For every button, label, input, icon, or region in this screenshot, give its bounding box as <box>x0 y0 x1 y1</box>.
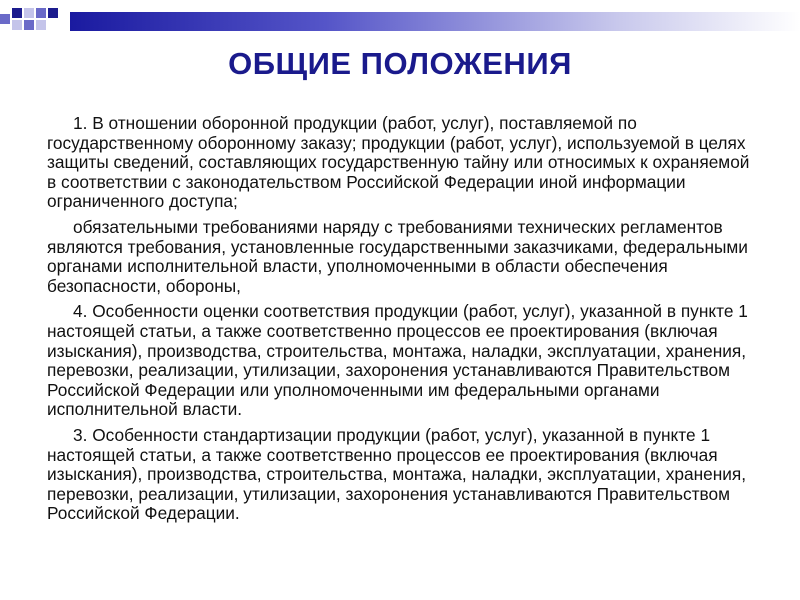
decorative-square <box>0 14 10 24</box>
slide-body <box>47 114 753 530</box>
paragraph: 3. Особенности стандартизации продукции (работ, услуг), указанной в пункте 1 настоящей статьи, а также соответственно процессов ее проектирования (включая изыскания), производства, строительства, монтажа, наладки, эксплуатации, хранения, перевозки, реализации, утилизации, захоронения устанавливаются Правительством Российской Федерации. <box>47 424 747 524</box>
slide-title: ОБЩИЕ ПОЛОЖЕНИЯ <box>228 46 572 81</box>
header-gradient-bar <box>70 12 800 31</box>
paragraph: обязательными требованиями наряду с требованиями технических регламентов являются требования, установленные государственными заказчиками, федеральными органами исполнительной власти, уполномоченными в области обеспечения безопасности, обороны, <box>47 216 748 296</box>
decorative-square <box>36 8 46 18</box>
decorative-square <box>24 8 34 18</box>
paragraph: 4. Особенности оценки соответствия продукции (работ, услуг), указанной в пункте 1 настоящей статьи, а также соответственно процессов ее проектирования (включая изыскания), производства, строительства, монтажа, наладки, эксплуатации, хранения, перевозки, реализации, утилизации, захоронения устанавливаются Правительством Российской Федерации или уполномоченными им федеральными органами исполнительной власти. <box>47 301 748 420</box>
decorative-square <box>12 8 22 18</box>
decorative-square <box>36 20 46 30</box>
decorative-square <box>24 20 34 30</box>
decorative-header-band <box>0 0 800 48</box>
decorative-square <box>48 8 58 18</box>
paragraph: 1. В отношении оборонной продукции (работ, услуг), поставляемой по государственному оборонному заказу; продукции (работ, услуг), используемой в целях защиты сведений, составляющих государственную тайну или относимых к охраняемой в соответствии с законодательством Российской Федерации иной информации ограниченного доступа; <box>47 113 750 212</box>
decorative-square <box>12 20 22 30</box>
